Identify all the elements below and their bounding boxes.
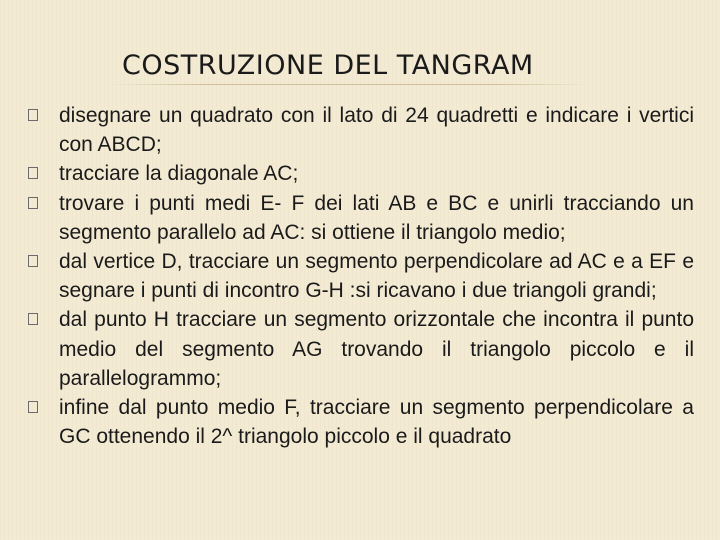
box-bullet-icon: [28, 313, 38, 325]
list-item: [28, 305, 694, 393]
bullet-text: trovare i punti medi E- F dei lati AB e BC e unirli tracciando un segmento parallelo ad AC: si ottiene il triangolo medio;: [59, 191, 694, 244]
slide-title: COSTRUZIONE DEL TANGRAM: [122, 50, 534, 81]
list-item: [28, 159, 694, 188]
title-underline: [110, 84, 588, 85]
list-item: [28, 189, 694, 247]
bullet-text: infine dal punto medio F, tracciare un segmento perpendicolare a GC ottenendo il 2^ triangolo piccolo e il quadrato: [59, 396, 694, 449]
bullet-text: tracciare la diagonale AC;: [59, 162, 299, 186]
list-item: [28, 393, 694, 451]
bullet-text: dal vertice D, tracciare un segmento perpendicolare ad AC e a EF e segnare i punti di incontro G-H :si ricavano i due triangoli grandi;: [59, 250, 694, 303]
list-item: [28, 101, 694, 159]
box-bullet-icon: [28, 167, 38, 179]
bullet-list: [28, 101, 694, 451]
box-bullet-icon: [28, 197, 38, 209]
box-bullet-icon: [28, 255, 38, 267]
box-bullet-icon: [28, 109, 38, 121]
bullet-text: disegnare un quadrato con il lato di 24 quadretti e indicare i vertici con ABCD;: [59, 104, 694, 157]
box-bullet-icon: [28, 401, 38, 413]
list-item: [28, 247, 694, 305]
bullet-text: dal punto H tracciare un segmento orizzontale che incontra il punto medio del segmento AG trovando il triangolo piccolo e il parallelogrammo;: [59, 308, 694, 390]
